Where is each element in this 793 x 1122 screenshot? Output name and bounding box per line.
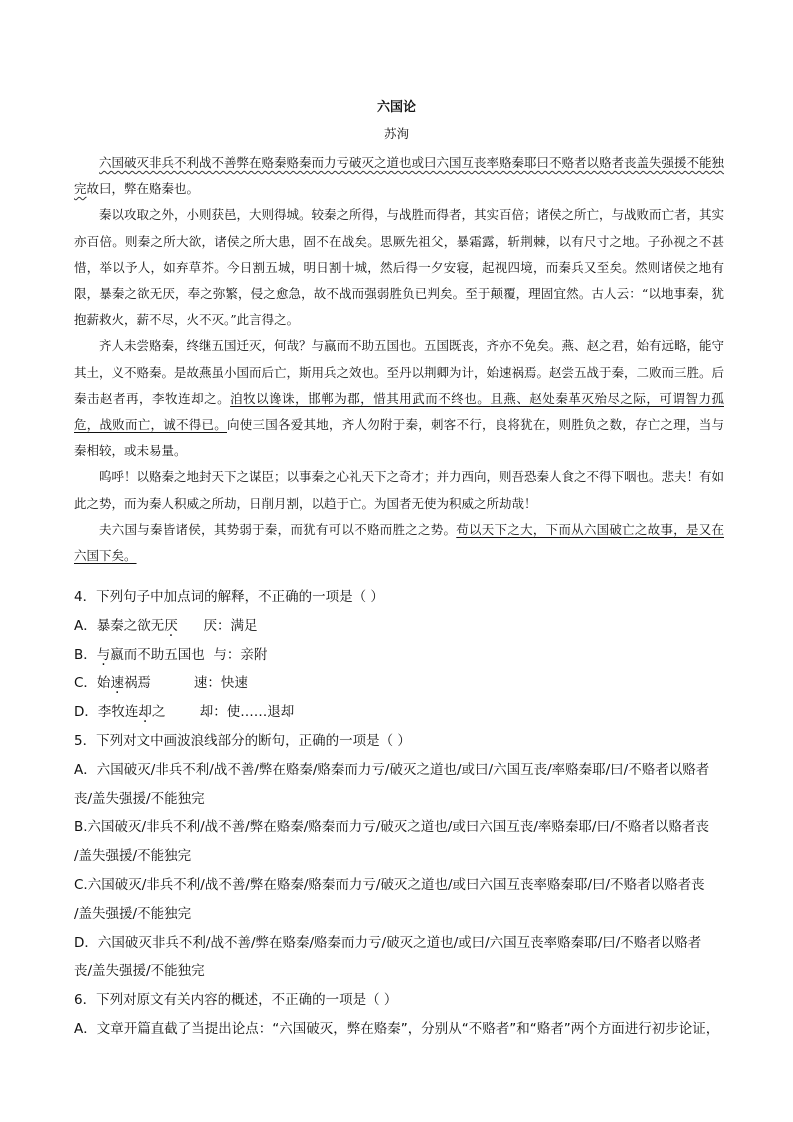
question-5-stem: 5．下列对文中画波浪线部分的断句，正确的一项是（ ） <box>74 732 411 749</box>
option-text: 厌：满足 <box>177 617 258 634</box>
dotted-word: 与 <box>96 646 111 663</box>
question-4-option-a <box>74 612 724 641</box>
author-name: 苏洵 <box>383 126 409 141</box>
question-section <box>74 583 724 1044</box>
underlined-text-1: 洎牧以谗诛，邯郸为郡，惜其用武而不终也。 <box>230 390 491 406</box>
question-4-option-b <box>74 641 724 670</box>
option-text: A．暴秦之欲无 <box>74 617 165 634</box>
passage-paragraph-1 <box>74 150 724 202</box>
question-4-stem: 4．下列句子中加点词的解释，不正确的一项是（ ） <box>74 589 384 605</box>
paragraph-text: 齐人未尝赂秦，终继五国迁灭，何哉？与嬴而不助五国也。五国既丧，齐亦不免矣。燕、赵之君，始有远略，能守其土，义不赂秦。是故燕虽小国而后亡，斯用兵之效也。至丹以荆卿为计，始速祸焉。赵尝五战于秦，二败而三胜。后秦击赵者再，李牧连却之。 <box>74 338 725 406</box>
question-5-option-c-cont: /盖失强援/不能独完 <box>74 905 192 922</box>
option-text: B． <box>74 646 97 663</box>
question-4-option-c <box>74 669 724 698</box>
underlined-text-3: 苟以天下之大，下而从六国破亡之故事，是又在六国下矣。 <box>74 521 724 564</box>
passage-paragraph-2: 秦以攻取之外，小则获邑，大则得城。较秦之所得，与战胜而得者，其实百倍；诸侯之所亡，与战败而亡者，其实亦百倍。则秦之所大欲，诸侯之所大患，固不在战矣。思厥先祖父，暴霜露，斩荆棘，以有尺寸之地。子孙视之不甚惜，举以予人，如弃草芥。今日割五城，明日割十城，然后得一夕安寝，起视四境，而秦兵又至矣。然则诸侯之地有限，暴秦之欲无厌，奉之弥繁，侵之愈急，故不战而强弱胜负已判矣。至于颠覆，理固宜然。古人云：“以地事秦，犹抱薪救火，薪不尽，火不灭。”此言得之。 <box>74 207 725 328</box>
option-text: D．李牧连 <box>74 704 139 721</box>
question-5-option-d-cont: 丧/盖失强援/不能独完 <box>74 963 205 980</box>
question-5-option-d: D．六国破灭非兵不利/战不善/弊在赂秦/赂秦而力亏/破灭之道也/或曰/六国互丧率赂秦耶/曰/不赂者以赂者 <box>74 934 702 951</box>
question-5-option-b-cont: /盖失强援/不能独完 <box>74 848 192 865</box>
passage-text <box>74 150 724 569</box>
page-title: 六国论 <box>376 100 416 115</box>
wavy-underlined-text: 六国破灭非兵不利战不善弊在赂秦赂秦而力亏破灭之道也或曰六国互丧率赂秦耶曰不赂者以赂者丧盖失强援不能独完 <box>74 155 725 197</box>
paragraph-text: 向使三国各爱其地，齐人勿附于秦，刺客不行，良将犹在，则胜负之数，存亡之理，当与秦相较，或未易量。 <box>74 417 724 459</box>
question-6-option-a: A．文章开篇直截了当提出论点：“六国破灭，弊在赂秦”，分别从“不赂者”和“赂者”两个方面进行初步论证， <box>74 1020 720 1037</box>
question-5-option-a-cont: 丧/盖失强援/不能独完 <box>74 790 205 807</box>
dotted-word: 厌 <box>164 617 178 634</box>
option-text: 嬴而不助五国也 与：亲附 <box>110 646 268 663</box>
paragraph-text: 夫六国与秦皆诸侯，其势弱于秦，而犹有可以不赂而胜之之势。 <box>99 521 457 537</box>
passage-paragraph-5 <box>74 517 724 569</box>
question-5-option-c: C.六国破灭/非兵不利/战不善/弊在赂秦/赂秦而力亏/破灭之道也/或曰六国互丧率赂秦耶/曰/不赂者以赂者丧 <box>74 876 705 893</box>
option-text: C．始 <box>74 675 111 692</box>
dotted-word: 速 <box>110 675 124 692</box>
question-4-option-d <box>74 698 724 727</box>
question-6-stem: 6．下列对原文有关内容的概述，不正确的一项是（ ） <box>74 992 398 1009</box>
passage-paragraph-3 <box>74 333 724 464</box>
dotted-word: 却 <box>138 704 152 721</box>
passage-paragraph-4: 呜呼！以赂秦之地封天下之谋臣；以事秦之心礼天下之奇才；并力西向，则吾恐秦人食之不得下咽也。悲夫！有如此之势，而为秦人积威之所劫，日削月割，以趋于亡。为国者无使为积威之所劫哉！ <box>74 469 725 511</box>
paragraph-text: 故曰，弊在赂秦也。 <box>86 181 200 197</box>
question-5-option-a: A．六国破灭/非兵不利/战不善/弊在赂秦/赂秦而力亏/破灭之道也/或曰/六国互丧/率赂秦耶/曰/不赂者以赂者 <box>74 761 710 778</box>
underlined-text-2: 且燕、赵处秦革灭殆尽之际，可谓智力孤危，战败而亡，诚不得已。 <box>74 390 724 433</box>
option-text: 祸焉 速：快速 <box>123 675 248 692</box>
question-5-option-b: B.六国破灭/非兵不利/战不善/弊在赂秦/赂秦而力亏/破灭之道也/或曰六国互丧/率赂秦耶/曰/不赂者以赂者丧 <box>74 819 709 836</box>
option-text: 之 却：使……退却 <box>151 704 295 721</box>
